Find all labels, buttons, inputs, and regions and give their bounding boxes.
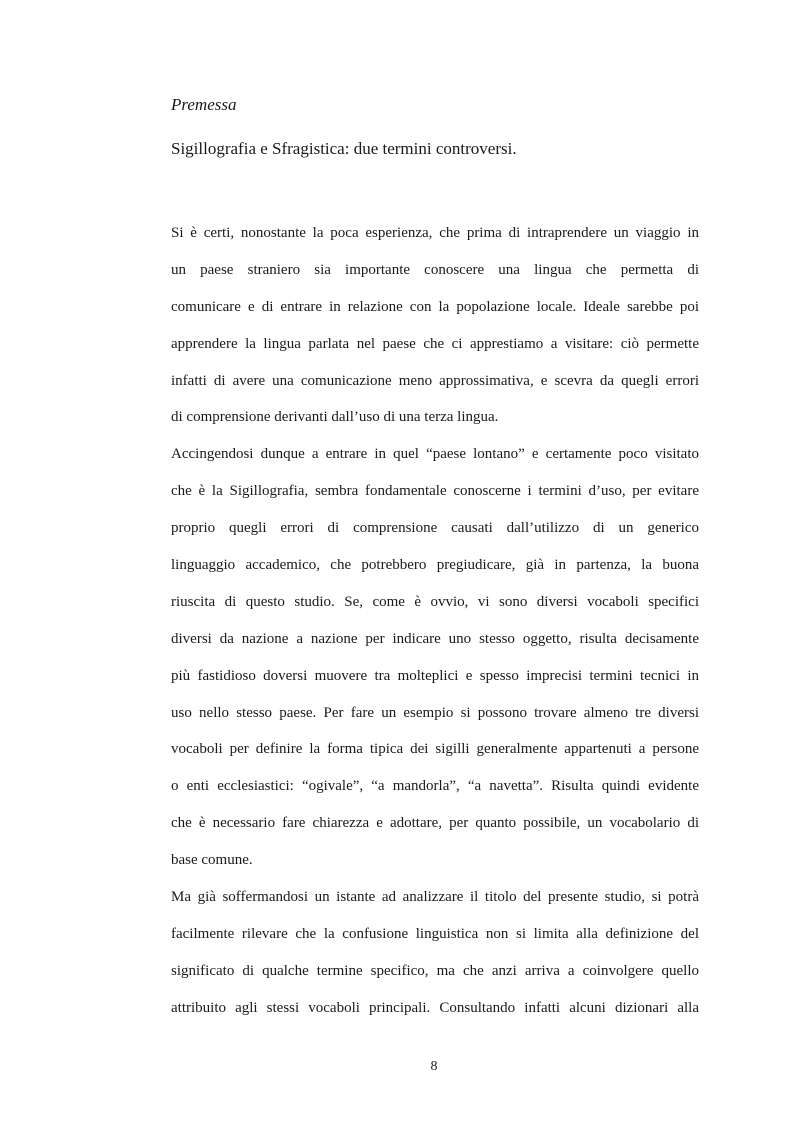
text-line: linguaggio accademico, che potrebbero pregiudicare, già in partenza, la buona: [171, 557, 699, 574]
text-line: di comprensione derivanti dall’uso di una terza lingua.: [171, 409, 499, 426]
page-number: 8: [430, 1059, 438, 1074]
text-line: uso nello stesso paese. Per fare un esempio si possono trovare almeno tre diversi: [171, 704, 699, 721]
text-line: infatti di avere una comunicazione meno approssimativa, e scevra da quegli errori: [171, 372, 699, 389]
text-line: proprio quegli errori di comprensione causati dall’utilizzo di un generico: [171, 520, 699, 537]
text-line: comunicare e di entrare in relazione con la popolazione locale. Ideale sarebbe poi: [171, 298, 699, 315]
text-line: diversi da nazione a nazione per indicare uno stesso oggetto, risulta decisamente: [171, 630, 699, 647]
text-line: significato di qualche termine specifico, ma che anzi arriva a coinvolgere quello: [171, 962, 699, 979]
text-line: che è necessario fare chiarezza e adottare, per quanto possibile, un vocabolario di: [171, 815, 699, 832]
body-text: [171, 222, 699, 1034]
text-line: vocaboli per definire la forma tipica dei sigilli generalmente appartenuti a persone: [171, 741, 699, 758]
text-line: apprendere la lingua parlata nel paese che ci apprestiamo a visitare: ciò permette: [171, 335, 699, 352]
text-line: o enti ecclesiastici: “ogivale”, “a mandorla”, “a navetta”. Risulta quindi evidente: [171, 778, 699, 795]
text-line: un paese straniero sia importante conoscere una lingua che permetta di: [171, 261, 699, 278]
text-line: attribuito agli stessi vocaboli principali. Consultando infatti alcuni dizionari alla: [171, 999, 699, 1016]
text-line: Accingendosi dunque a entrare in quel “paese lontano” e certamente poco visitato: [171, 446, 699, 463]
text-line: riuscita di questo studio. Se, come è ovvio, vi sono diversi vocaboli specifici: [171, 593, 699, 610]
page-title: Sigillografia e Sfragistica: due termini controversi.: [171, 139, 517, 158]
text-line: Si è certi, nonostante la poca esperienza, che prima di intraprendere un viaggio in: [171, 225, 699, 241]
text-line: facilmente rilevare che la confusione linguistica non si limita alla definizione del: [171, 925, 699, 942]
text-line: base comune.: [171, 852, 253, 869]
text-line: Ma già soffermandosi un istante ad analizzare il titolo del presente studio, si potrà: [171, 889, 699, 906]
section-label: Premessa: [171, 95, 237, 114]
text-line: che è la Sigillografia, sembra fondamentale conoscerne i termini d’uso, per evitare: [171, 483, 699, 500]
text-line: più fastidioso doversi muovere tra molteplici e spesso imprecisi termini tecnici in: [171, 667, 699, 684]
